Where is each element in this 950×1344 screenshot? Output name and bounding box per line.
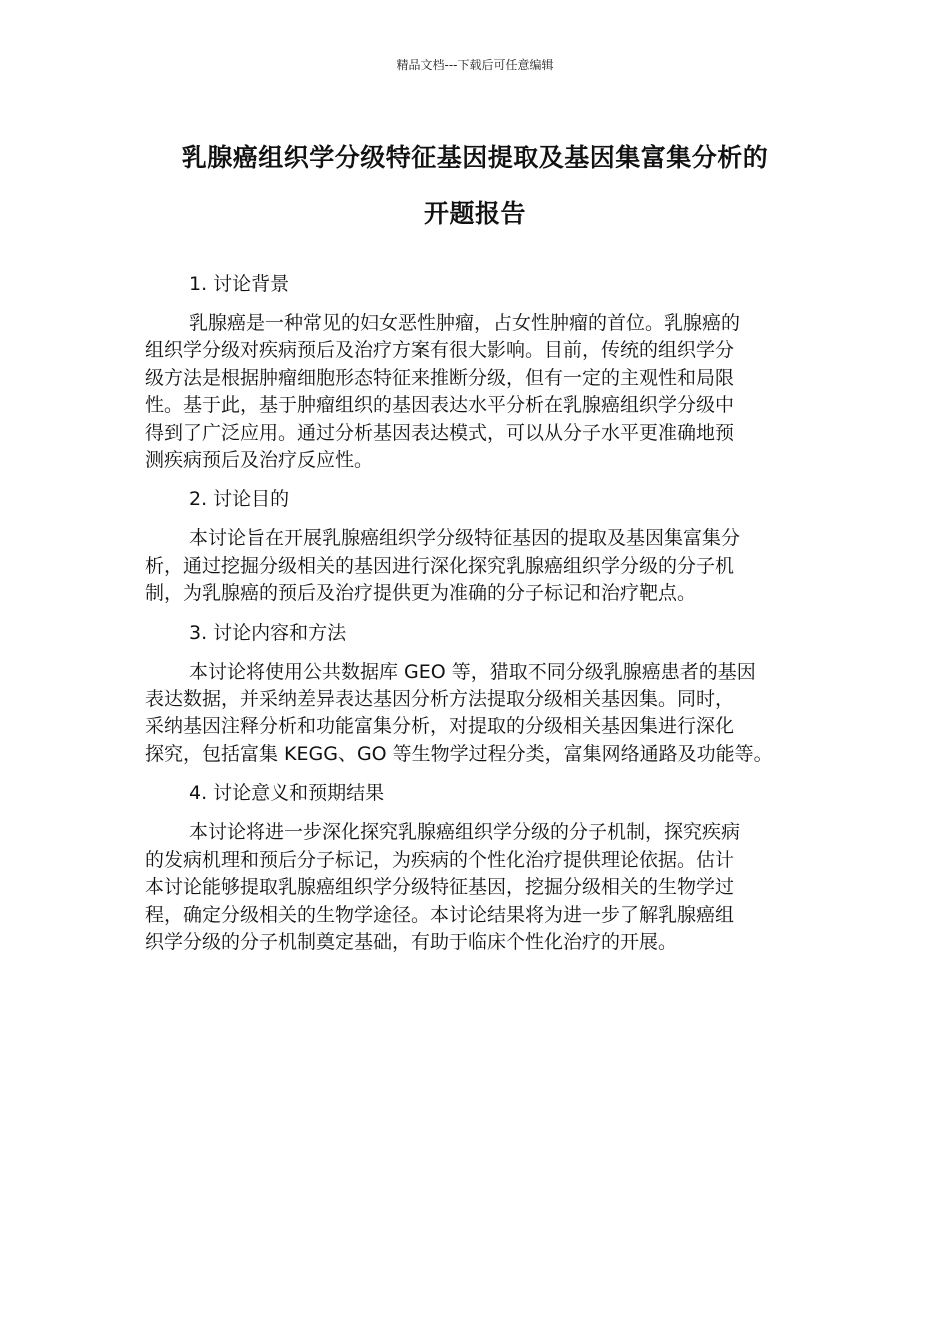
section-paragraph-purpose xyxy=(145,525,817,607)
paragraph-line: 级方法是根据肿瘤细胞形态特征来推断分级，但有一定的主观性和局限 xyxy=(145,366,735,389)
paragraph-line: 析，通过挖掘分级相关的基因进行深化探究乳腺癌组织学分级的分子机 xyxy=(145,554,735,577)
document-title xyxy=(120,130,830,242)
section-paragraph-significance xyxy=(145,819,817,956)
paragraph-line: 组织学分级对疾病预后及治疗方案有很大影响。目前，传统的组织学分 xyxy=(145,339,735,362)
section-heading-background: 1. 讨论背景 xyxy=(189,273,290,295)
paragraph-line: 乳腺癌是一种常见的妇女恶性肿瘤，占女性肿瘤的首位。乳腺癌的 xyxy=(189,312,741,334)
section-paragraph-methods xyxy=(145,659,817,769)
paragraph-line: 测疾病预后及治疗反应性。 xyxy=(145,449,374,472)
paragraph-line: 表达数据，并采纳差异表达基因分析方法提取分级相关基因集。同时， xyxy=(145,688,735,711)
paragraph-line: 采纳基因注释分析和功能富集分析，对提取的分级相关基因集进行深化 xyxy=(145,715,735,738)
paragraph-line: 本讨论能够提取乳腺癌组织学分级特征基因，挖掘分级相关的生物学过 xyxy=(145,876,735,899)
paragraph-line: 程，确定分级相关的生物学途径。本讨论结果将为进一步了解乳腺癌组 xyxy=(145,903,735,926)
title-line-2: 开题报告 xyxy=(423,199,526,228)
section-heading-methods: 3. 讨论内容和方法 xyxy=(189,621,347,644)
title-line-1: 乳腺癌组织学分级特征基因提取及基因集富集分析的 xyxy=(181,143,769,172)
section-heading-significance: 4. 讨论意义和预期结果 xyxy=(189,782,385,805)
paragraph-line: 本讨论将使用公共数据库 GEO 等，猎取不同分级乳腺癌患者的基因 xyxy=(189,660,756,683)
paragraph-line: 探究，包括富集 KEGG、GO 等生物学过程分类，富集网络通路及功能等。 xyxy=(145,742,773,765)
paragraph-line: 织学分级的分子机制奠定基础，有助于临床个性化治疗的开展。 xyxy=(145,930,678,953)
paragraph-line: 制，为乳腺癌的预后及治疗提供更为准确的分子标记和治疗靶点。 xyxy=(145,582,697,605)
paragraph-line: 本讨论旨在开展乳腺癌组织学分级特征基因的提取及基因集富集分 xyxy=(189,527,741,550)
document-body xyxy=(145,270,817,967)
paragraph-line: 得到了广泛应用。通过分析基因表达模式，可以从分子水平更准确地预 xyxy=(145,421,735,444)
paragraph-line: 本讨论将进一步深化探究乳腺癌组织学分级的分子机制，探究疾病 xyxy=(189,821,741,844)
paragraph-line: 的发病机理和预后分子标记，为疾病的个性化治疗提供理论依据。估计 xyxy=(145,848,735,871)
section-paragraph-background xyxy=(145,310,817,474)
header-watermark: 精品文档---下载后可任意编辑 xyxy=(396,58,554,72)
section-heading-purpose: 2. 讨论目的 xyxy=(189,488,290,511)
paragraph-line: 性。基于此，基于肿瘤组织的基因表达水平分析在乳腺癌组织学分级中 xyxy=(145,394,735,417)
